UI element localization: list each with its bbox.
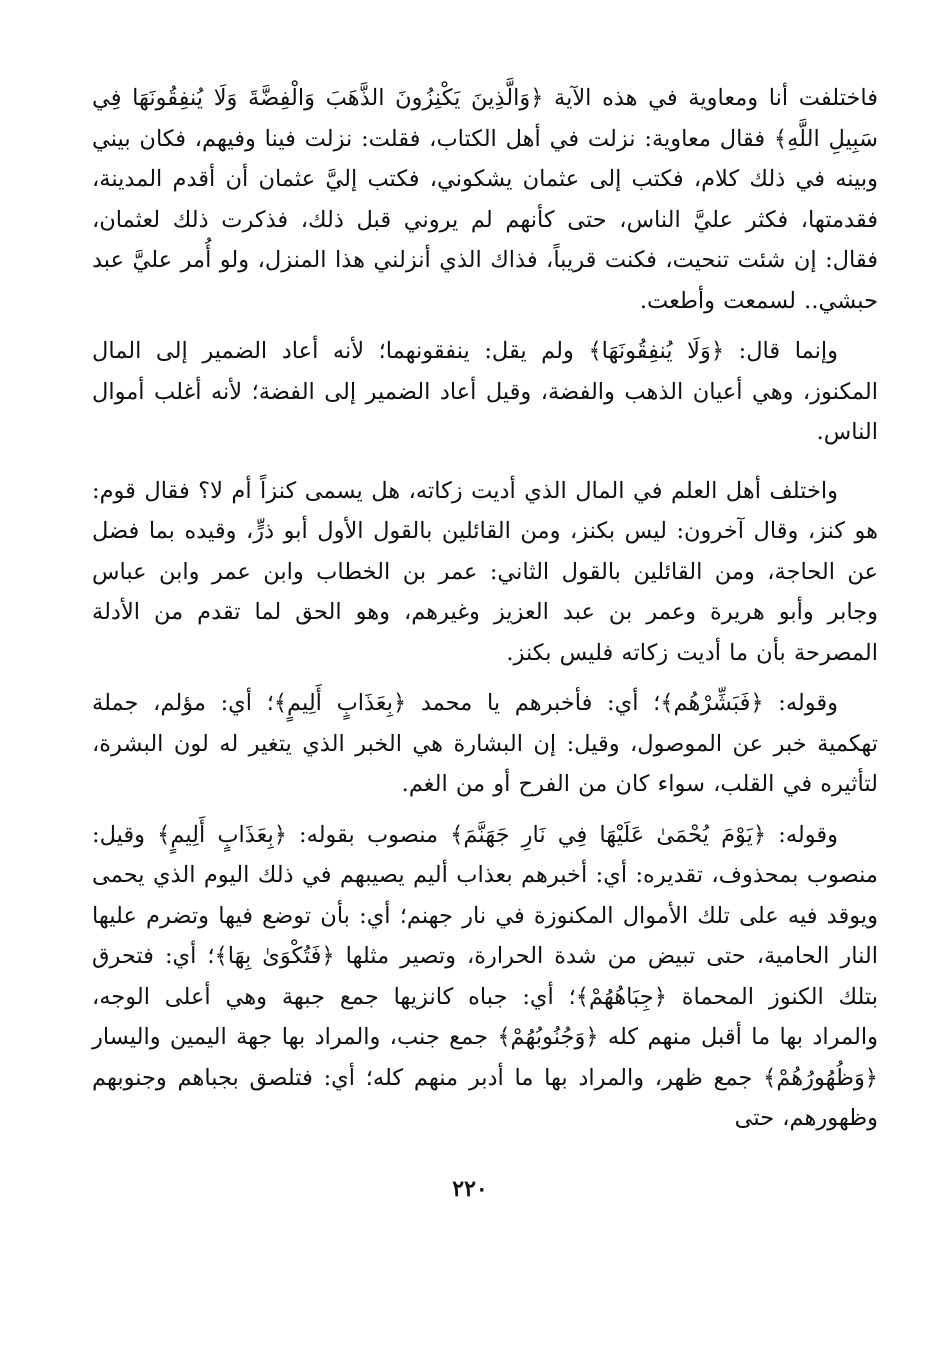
paragraph-gap xyxy=(92,805,878,815)
paragraph-3: واختلف أهل العلم في المال الذي أديت زكاته، هل يسمى كنزاً أم لا؟ فقال قوم: هو كنز، وقال آخرون: ليس بكنز، ومن القائلين بالقول الأول أبو ذرٍّ، وقيده بما فضل عن الحاجة، ومن القائلين بالقول الثاني: عمر بن الخطاب وابن عمر وابن عباس وجابر وأبو هريرة وعمر بن عبد العزيز وغيرهم، وهو الحق لما تقدم من الأدلة المصرحة بأن ما أديت زكاته فليس بكنز. xyxy=(92,477,878,666)
paragraph-gap xyxy=(92,321,878,331)
page-number: ٢٢٠ xyxy=(452,1176,488,1202)
paragraph-5: وقوله: ﴿يَوْمَ يُحْمَىٰ عَلَيْهَا فِي نَارِ جَهَنَّمَ﴾ منصوب بقوله: ﴿بِعَذَابٍ أَلِيمٍ﴾ وقيل: منصوب بمحذوف، تقديره: أي: أخبرهم بعذاب أليم يصيبهم في ذلك اليوم الذي يحمى ويوقد فيه على تلك الأموال المكنوزة في نار جهنم؛ أي: بأن توضع فيها وتضرم عليها النار الحامية، حتى تبيض من شدة الحرارة، وتصير مثلها ﴿فَتُكْوَىٰ بِهَا﴾؛ أي: فتحرق بتلك الكنوز المحماة ﴿جِبَاهُهُمْ﴾؛ أي: جباه كانزيها جمع جبهة وهي أعلى الوجه، والمراد بها ما أقبل منهم كله ﴿وَجُنُوبُهُمْ﴾ جمع جنب، والمراد بها جهة اليمين واليسار ﴿وَظُهُورُهُمْ﴾ جمع ظهر، والمراد بها ما أدبر منهم كله؛ أي: فتلصق بجباهم وجنوبهم وظهورهم، حتى xyxy=(92,821,878,1131)
paragraph-2: وإنما قال: ﴿وَلَا يُنفِقُونَهَا﴾ ولم يقل: ينفقونهما؛ لأنه أعاد الضمير إلى المال المكنوز، وهي أعيان الذهب والفضة، وقيل أعاد الضمير إلى الفضة؛ لأنه أغلب أموال الناس. xyxy=(92,338,878,445)
paragraph-1: فاختلفت أنا ومعاوية في هذه الآية ﴿وَالَّذِينَ يَكْنِزُونَ الذَّهَبَ وَالْفِضَّةَ وَلَا يُنفِقُونَهَا فِي سَبِيلِ اللَّهِ﴾ فقال معاوية: نزلت في أهل الكتاب، فقلت: نزلت فينا وفيهم، فكان بيني وبينه في ذلك كلام، فكتب إلى عثمان يشكوني، فكتب إليَّ عثمان أن أقدم المدينة، فقدمتها، فكثر عليَّ الناس، حتى كأنهم لم يروني قبل ذلك، فذكرت ذلك لعثمان، فقال: إن شئت تنحيت، فكنت قريباً، فذاك الذي أنزلني هذا المنزل، ولو أُمر عليَّ عبد حبشي.. لسمعت وأطعت. xyxy=(92,85,878,314)
paragraph-4: وقوله: ﴿فَبَشِّرْهُم﴾؛ أي: فأخبرهم يا محمد ﴿بِعَذَابٍ أَلِيمٍ﴾؛ أي: مؤلم، جملة تهكمية خبر عن الموصول، وقيل: إن البشارة هي الخبر الذي يتغير له لون البشرة، لتأثيره في القلب، سواء كان من الفرح أو من الغم. xyxy=(92,690,878,797)
page-body xyxy=(92,78,878,1303)
paragraph-gap xyxy=(92,453,878,471)
paragraph-gap xyxy=(92,673,878,683)
